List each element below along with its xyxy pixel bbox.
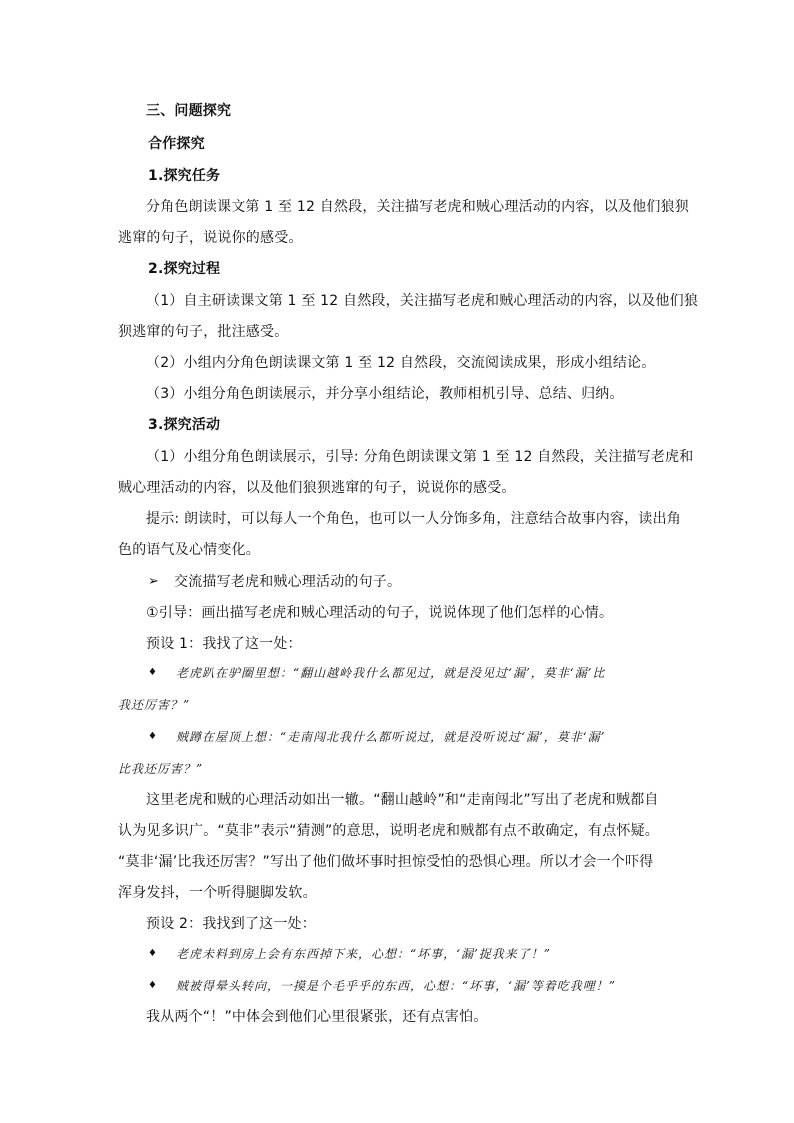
process-item-2: （2）小组内分角色朗读课文第 1 至 12 自然段，交流阅读成果，形成小组结论。 [146, 355, 656, 371]
diamond-bullet-icon: ♦ [148, 731, 157, 742]
quote-tiger-1: 老虎趴在驴圈里想：“翻山越岭我什么都见过，就是没见过‘漏’，莫非‘漏’比 [176, 666, 606, 680]
process-item-1-cont: 狈逃窜的句子，批注感受。 [118, 324, 289, 340]
quote-thief-1: 贼蹲在屋顶上想：“走南闯北我什么都听说过，就是没听说过‘漏’，莫非‘漏’ [176, 730, 606, 744]
process-heading: 2.探究过程 [148, 261, 221, 277]
diamond-bullet-icon: ♦ [148, 980, 157, 991]
quote-thief-1-cont: 比我还厉害？” [118, 762, 204, 776]
preset-2-label: 预设 2：我找到了这一处： [146, 916, 316, 932]
task-heading: 1.探究任务 [148, 168, 221, 184]
activity-heading: 3.探究活动 [148, 417, 221, 433]
tip-line: 提示: 朗读时，可以每人一个角色，也可以一人分饰多角，注意结合故事内容，读出角 [146, 511, 681, 527]
arrow-bullet-icon: ➢ [148, 574, 159, 589]
preset-1-label: 预设 1：我找了这一处： [146, 636, 302, 652]
task-text-line: 分角色朗读课文第 1 至 12 自然段，关注描写老虎和贼心理活动的内容，以及他们狼狈 [146, 199, 689, 215]
tip-line-cont: 色的语气及心情变化。 [118, 542, 260, 558]
subheading-cooperative-inquiry: 合作探究 [148, 136, 205, 152]
diamond-bullet-icon: ♦ [148, 948, 157, 959]
quote-tiger-2: 老虎未料到房上会有东西掉下来，心想：“坏事，‘漏’捉我来了！” [176, 947, 551, 961]
analysis-line: “莫非‘漏’比我还厉害？”写出了他们做坏事时担惊受怕的恐惧心理。所以才会一个吓得 [118, 854, 654, 870]
analysis-line: 认为见多识广。“莫非”表示“猜测”的意思，说明老虎和贼都有点不敢确定，有点怀疑。 [118, 823, 660, 839]
analysis-line: 这里老虎和贼的心理活动如出一辙。“翻山越岭”和“走南闯北”写出了老虎和贼都自 [146, 792, 659, 808]
task-text-line: 逃窜的句子，说说你的感受。 [118, 230, 303, 246]
process-item-1: （1）自主研读课文第 1 至 12 自然段，关注描写老虎和贼心理活动的内容，以及他们狼 [146, 293, 699, 309]
conclusion-line: 我从两个“！”中体会到他们心里很紧张，还有点害怕。 [146, 1009, 488, 1025]
section-heading: 三、问题探究 [146, 103, 232, 119]
arrow-item-text: 交流描写老虎和贼心理活动的句子。 [174, 574, 402, 590]
quote-tiger-1-cont: 我还厉害？” [118, 698, 191, 712]
activity-item-1: （1）小组分角色朗读展示，引导: 分角色朗读课文第 1 至 12 自然段，关注描写老虎和 [146, 449, 694, 465]
analysis-line: 浑身发抖，一个听得腿脚发软。 [118, 885, 317, 901]
guide-line: ①引导：画出描写老虎和贼心理活动的句子，说说体现了他们怎样的心情。 [146, 605, 614, 621]
activity-item-1-cont: 贼心理活动的内容，以及他们狼狈逃窜的句子，说说你的感受。 [118, 480, 516, 496]
diamond-bullet-icon: ♦ [148, 667, 157, 678]
process-item-3: （3）小组分角色朗读展示，并分享小组结论，教师相机引导、总结、归纳。 [146, 386, 624, 402]
quote-thief-2: 贼被得晕头转向，一摸是个毛乎乎的东西，心想：“坏事，‘漏’等着吃我哩！” [176, 979, 616, 993]
